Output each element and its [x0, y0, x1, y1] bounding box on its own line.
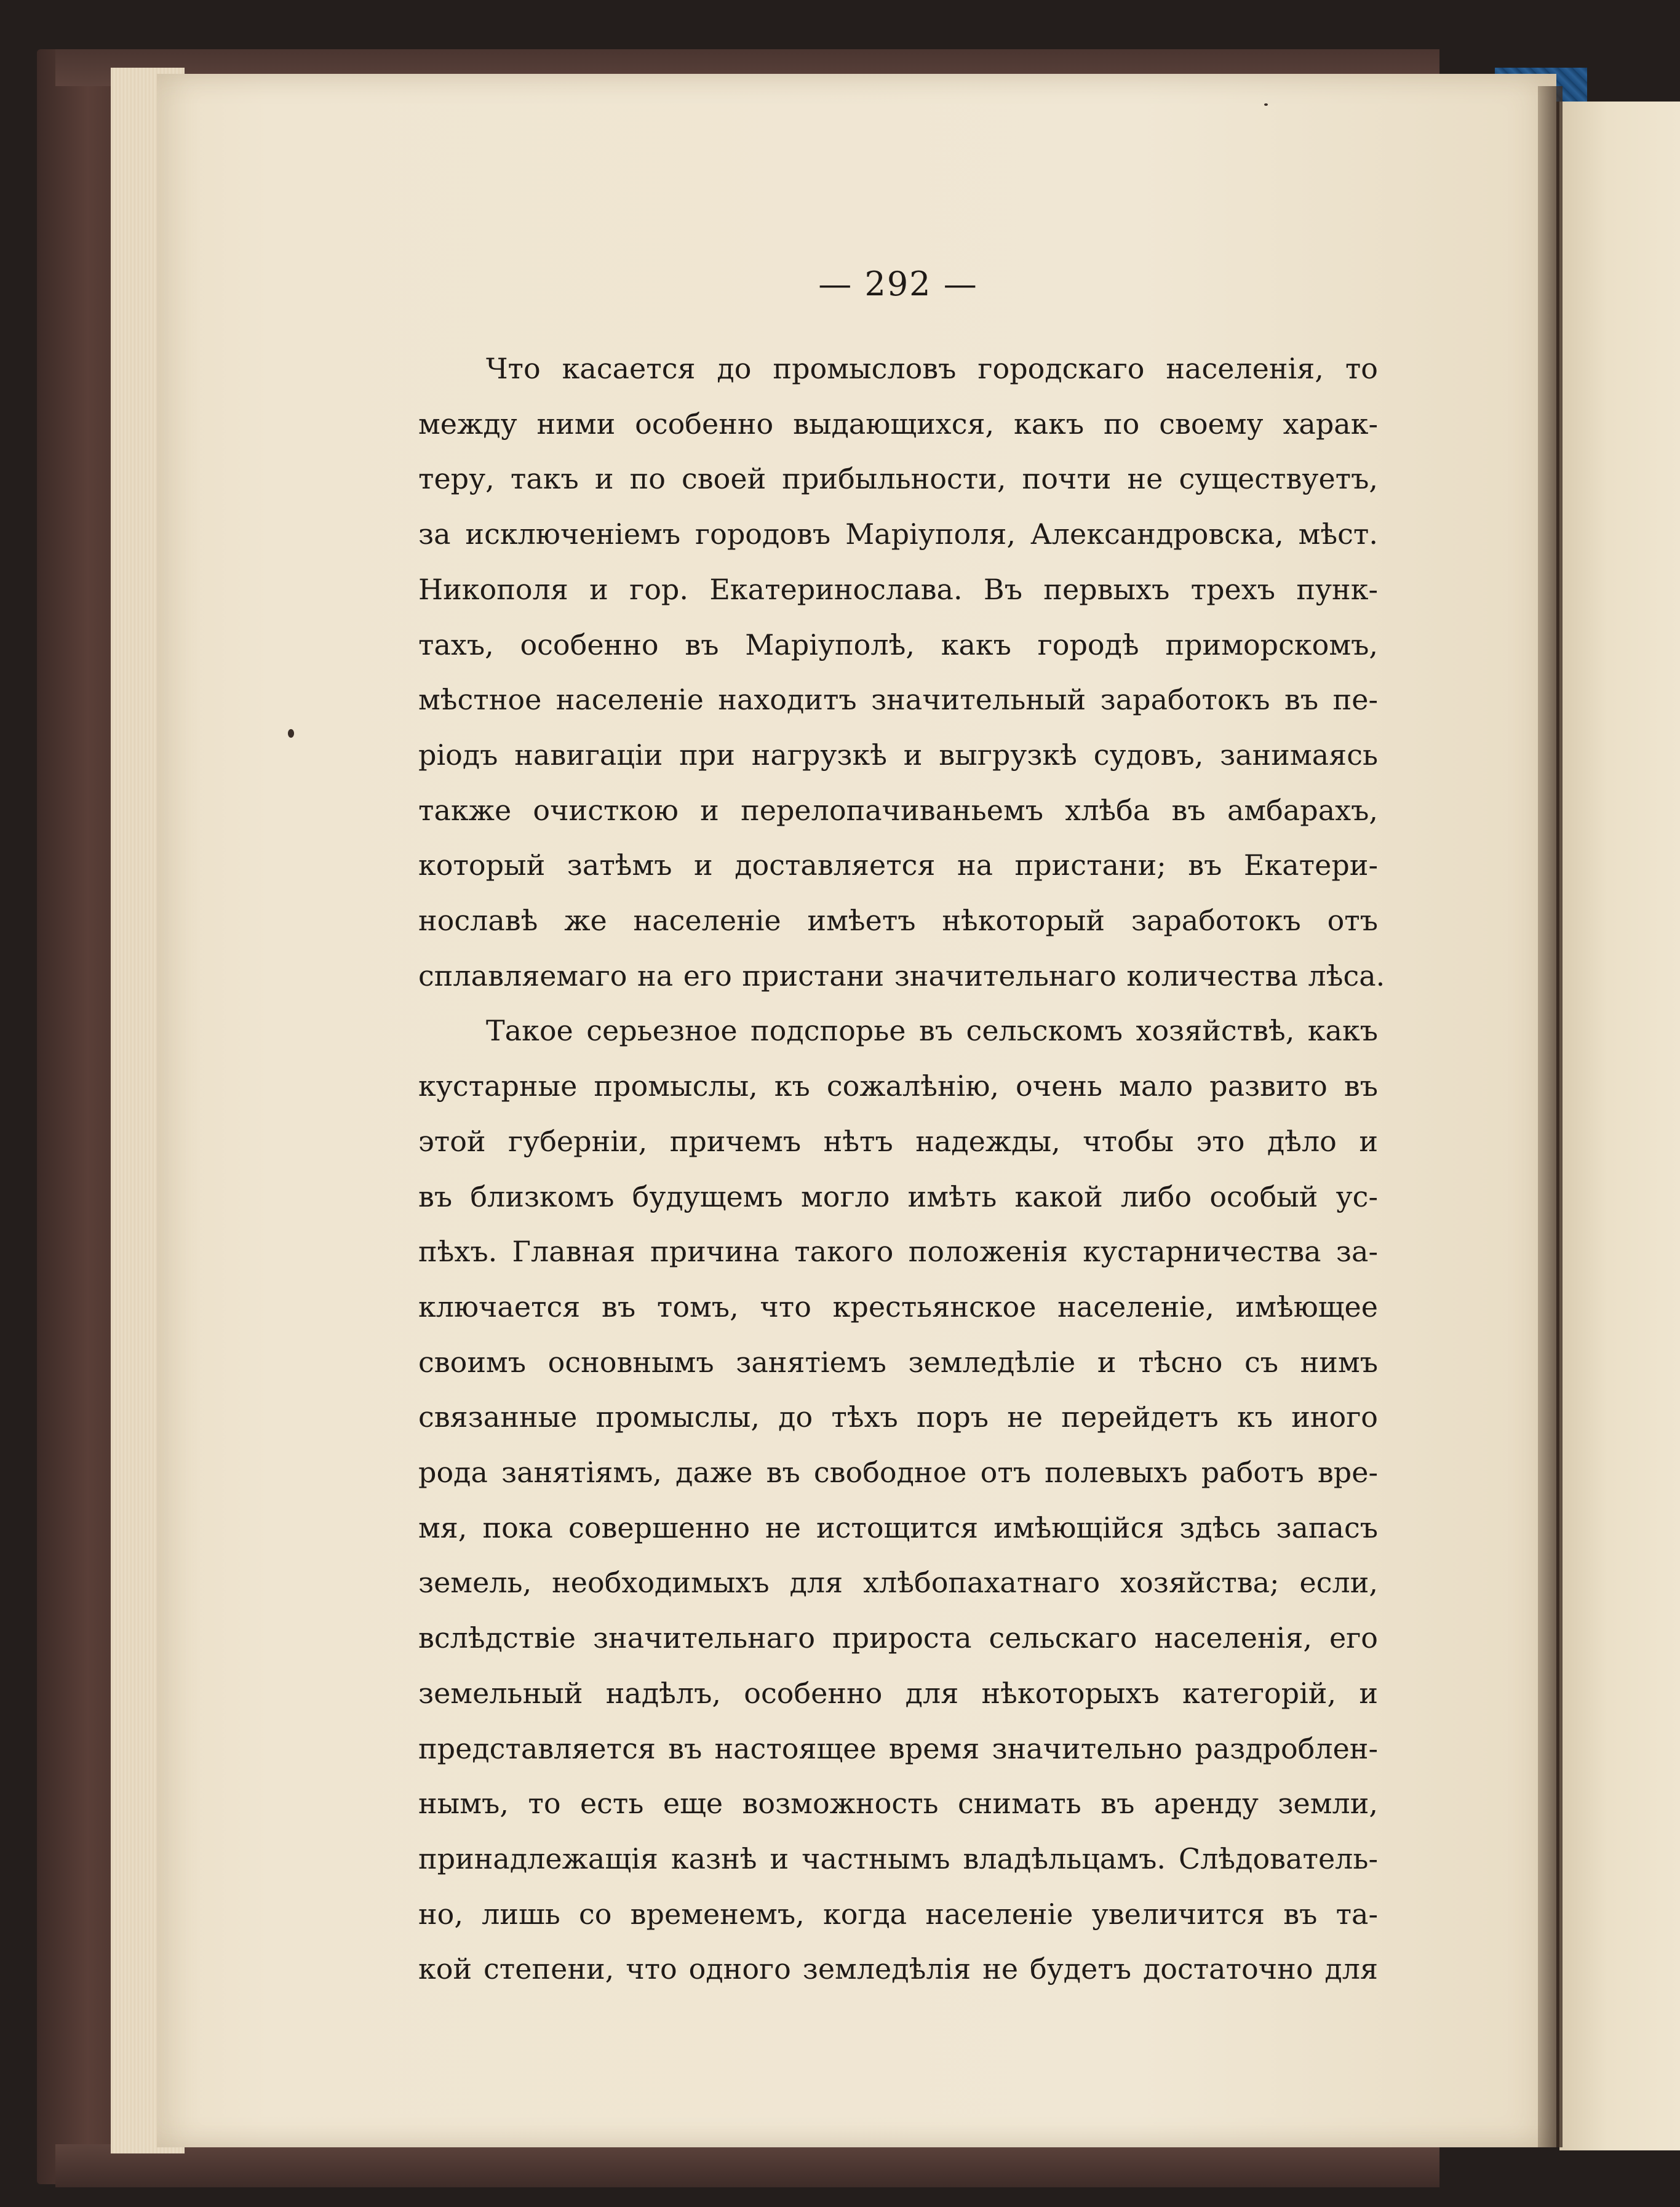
text-line: Никополя и гор. Екатеринослава. Въ первыхъ трехъ пунк-	[418, 572, 1378, 606]
text-line: ключается въ томъ, что крестьянское населеніе, имѣющее	[418, 1290, 1378, 1323]
text-line: земельный надѣлъ, особенно для нѣкоторыхъ категорій, и	[418, 1676, 1378, 1710]
text-line: земель, необходимыхъ для хлѣбопахатнаго хозяйства; если,	[418, 1566, 1378, 1600]
text-line: теру, такъ и по своей прибыльности, почти не существуетъ,	[418, 462, 1378, 496]
text-line: въ близкомъ будущемъ могло имѣть какой либо особый ус-	[418, 1179, 1378, 1213]
text-line: Такое серьезное подспорье въ сельскомъ хозяйствѣ, какъ	[486, 1014, 1378, 1048]
page-gutter-shadow	[1538, 86, 1563, 2147]
text-line: но, лишь со временемъ, когда населеніе увеличится въ та-	[418, 1897, 1378, 1931]
page-text-block	[418, 265, 1385, 1997]
text-line: мя, пока совершенно не истощится имѣющійся здѣсь запасъ	[418, 1511, 1378, 1544]
page-number: — 292 —	[818, 265, 978, 303]
text-line: ріодъ навигаціи при нагрузкѣ и выгрузкѣ судовъ, занимаясь	[418, 738, 1378, 772]
text-line: сплавляемаго на его пристани значительнаго количества лѣса.	[418, 959, 1385, 992]
text-line: рода занятіямъ, даже въ свободное отъ полевыхъ работъ вре-	[418, 1456, 1378, 1490]
text-line: кустарные промыслы, къ сожалѣнію, очень мало развито въ	[418, 1069, 1378, 1103]
text-line: пѣхъ. Главная причина такого положенія кустарничества за-	[418, 1235, 1378, 1269]
text-line: своимъ основнымъ занятіемъ земледѣліе и тѣсно съ нимъ	[418, 1345, 1378, 1379]
text-line: принадлежащія казнѣ и частнымъ владѣльцамъ. Слѣдователь-	[418, 1842, 1378, 1875]
paper-speck	[1264, 103, 1268, 106]
text-line: нославѣ же населеніе имѣетъ нѣкоторый заработокъ отъ	[418, 904, 1378, 938]
text-line: между ними особенно выдающихся, какъ по своему харак-	[418, 407, 1378, 441]
text-line: за исключеніемъ городовъ Маріуполя, Александровска, мѣст.	[418, 517, 1378, 551]
text-line: мѣстное населеніе находитъ значительный заработокъ въ пе-	[418, 683, 1378, 717]
text-line: связанные промыслы, до тѣхъ поръ не перейдетъ къ иного	[418, 1400, 1378, 1434]
text-line: представляется въ настоящее время значительно раздроблен-	[418, 1731, 1378, 1765]
text-line: который затѣмъ и доставляется на пристани; въ Екатери-	[418, 848, 1378, 882]
text-line: тахъ, особенно въ Маріуполѣ, какъ городѣ приморскомъ,	[418, 628, 1378, 661]
text-line: этой губерніи, причемъ нѣтъ надежды, чтобы это дѣло и	[418, 1124, 1378, 1158]
book-cover-bottom-edge	[55, 2144, 1439, 2187]
text-line: кой степени, что одного земледѣлія не будетъ достаточно для	[418, 1952, 1378, 1986]
text-line: вслѣдствіе значительнаго прироста сельскаго населенія, его	[418, 1621, 1378, 1655]
paper-speck	[288, 729, 294, 738]
text-line: также очисткою и перелопачиваньемъ хлѣба въ амбарахъ,	[418, 793, 1378, 827]
paragraph-1	[418, 341, 1385, 1004]
text-line: нымъ, то есть еще возможность снимать въ аренду земли,	[418, 1787, 1378, 1821]
facing-page-edge	[1559, 102, 1680, 2150]
text-line: Что касается до промысловъ городскаго населенія, то	[486, 352, 1378, 385]
paragraph-2	[418, 1004, 1378, 1997]
